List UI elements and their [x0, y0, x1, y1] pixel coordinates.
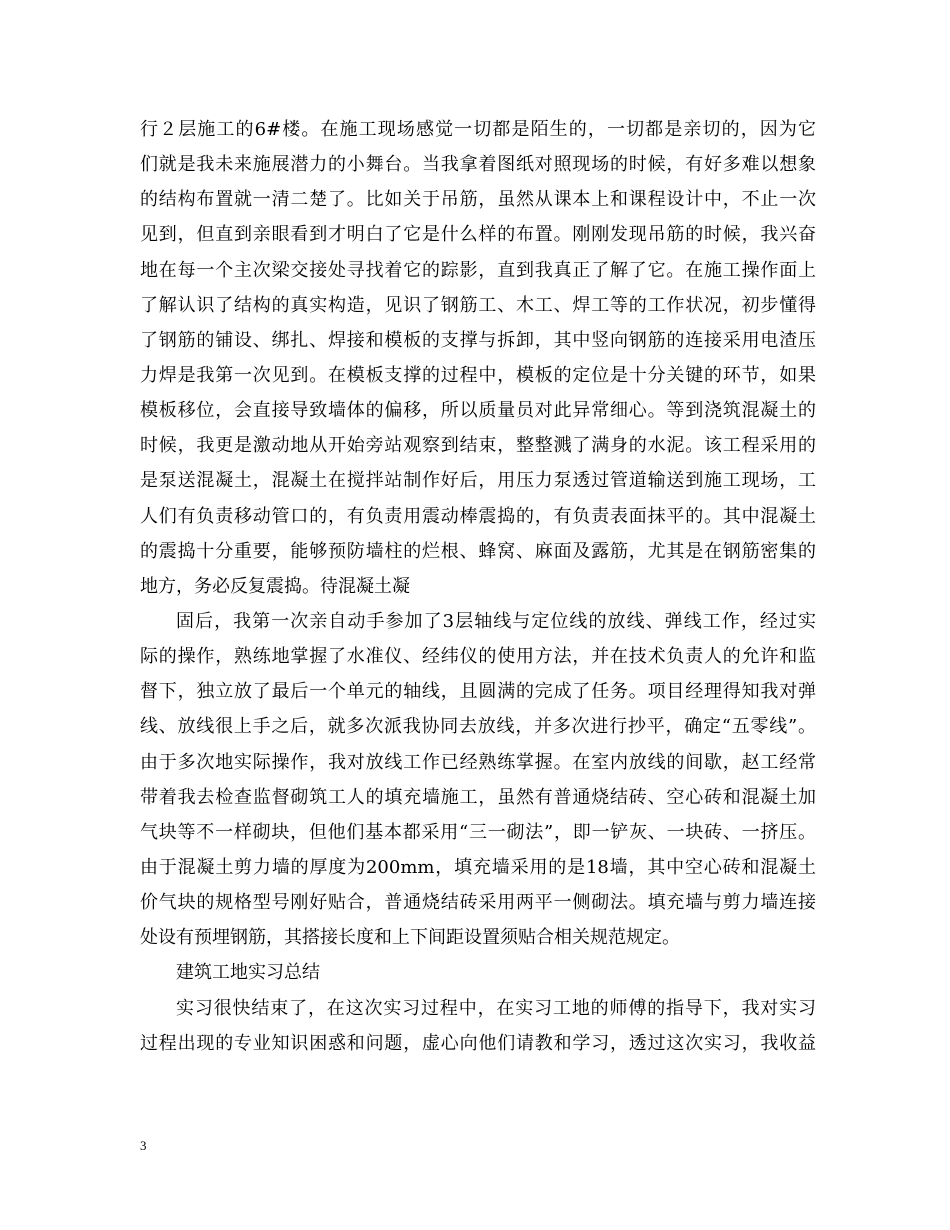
text-line: 地方，务必反复震捣。待混凝土凝: [140, 575, 410, 597]
text-line: 人们有负责移动管口的，有负责用震动棒震捣的，有负责表面抹平的。其中混凝土: [140, 505, 816, 527]
text-line: 实习很快结束了，在这次实习过程中，在实习工地的师傅的指导下，我对实习: [176, 997, 816, 1019]
text-line: 带着我去检查监督砌筑工人的填充墙施工，虽然有普通烧结砖、空心砖和混凝土加: [140, 786, 816, 808]
text-line: 固后，我第一次亲自动手参加了3层轴线与定位线的放线、弹线工作，经过实: [176, 610, 816, 632]
text-line: 气块等不一样砌块，但他们基本都采用“三一砌法”，即一铲灰、一块砖、一挤压。: [140, 821, 816, 843]
text-line: 建筑工地实习总结: [176, 962, 320, 984]
text-line: 由于混凝土剪力墙的厚度为200mm，填充墙采用的是18墙，其中空心砖和混凝土: [140, 856, 816, 878]
text-line: 的结构布置就一清二楚了。比如关于吊筋，虽然从课本上和课程设计中，不止一次: [140, 189, 816, 211]
text-line: 的震捣十分重要，能够预防墙柱的烂根、蜂窝、麻面及露筋，尤其是在钢筋密集的: [140, 540, 816, 562]
text-line: 价气块的规格型号刚好贴合，普通烧结砖采用两平一侧砌法。填充墙与剪力墙连接: [140, 892, 816, 914]
text-line: 是泵送混凝土，混凝土在搅拌站制作好后，用压力泵透过管道输送到施工现场，工: [140, 470, 816, 492]
text-line: 地在每一个主次梁交接处寻找着它的踪影，直到我真正了解了它。在施工操作面上: [140, 259, 816, 281]
text-line: 力焊是我第一次见到。在模板支撑的过程中，模板的定位是十分关键的环节，如果: [140, 364, 816, 386]
text-line: 过程出现的专业知识困惑和问题，虚心向他们请教和学习，透过这次实习，我收益: [140, 1032, 816, 1054]
text-line: 了钢筋的铺设、绑扎、焊接和模板的支撑与拆卸，其中竖向钢筋的连接采用电渣压: [140, 329, 816, 351]
text-line: 了解认识了结构的真实构造，见识了钢筋工、木工、焊工等的工作状况，初步懂得: [140, 294, 816, 316]
text-line: 时候，我更是激动地从开始旁站观察到结束，整整溅了满身的水泥。该工程采用的: [140, 435, 816, 457]
text-line: 线、放线很上手之后，就多次派我协同去放线，并多次进行抄平，确定“五零线”。: [140, 716, 816, 738]
text-line: 见到，但直到亲眼看到才明白了它是什么样的布置。刚刚发现吊筋的时候，我兴奋: [140, 224, 816, 246]
text-line: 际的操作，熟练地掌握了水准仪、经纬仪的使用方法，并在技术负责人的允许和监: [140, 646, 816, 668]
text-line: 模板移位，会直接导致墙体的偏移，所以质量员对此异常细心。等到浇筑混凝土的: [140, 400, 816, 422]
text-line: 由于多次地实际操作，我对放线工作已经熟练掌握。在室内放线的间歇，赵工经常: [140, 751, 816, 773]
text-line: 行２层施工的6#楼。在施工现场感觉一切都是陌生的，一切都是亲切的，因为它: [140, 119, 816, 140]
text-line: 们就是我未来施展潜力的小舞台。当我拿着图纸对照现场的时候，有好多难以想象: [140, 154, 816, 176]
body-text: [140, 112, 816, 1061]
page-number: 3: [140, 1138, 147, 1153]
text-line: 处设有预埋钢筋，其搭接长度和上下间距设置须贴合相关规范规定。: [140, 927, 680, 949]
text-line: 督下，独立放了最后一个单元的轴线，且圆满的完成了任务。项目经理得知我对弹: [140, 681, 816, 703]
